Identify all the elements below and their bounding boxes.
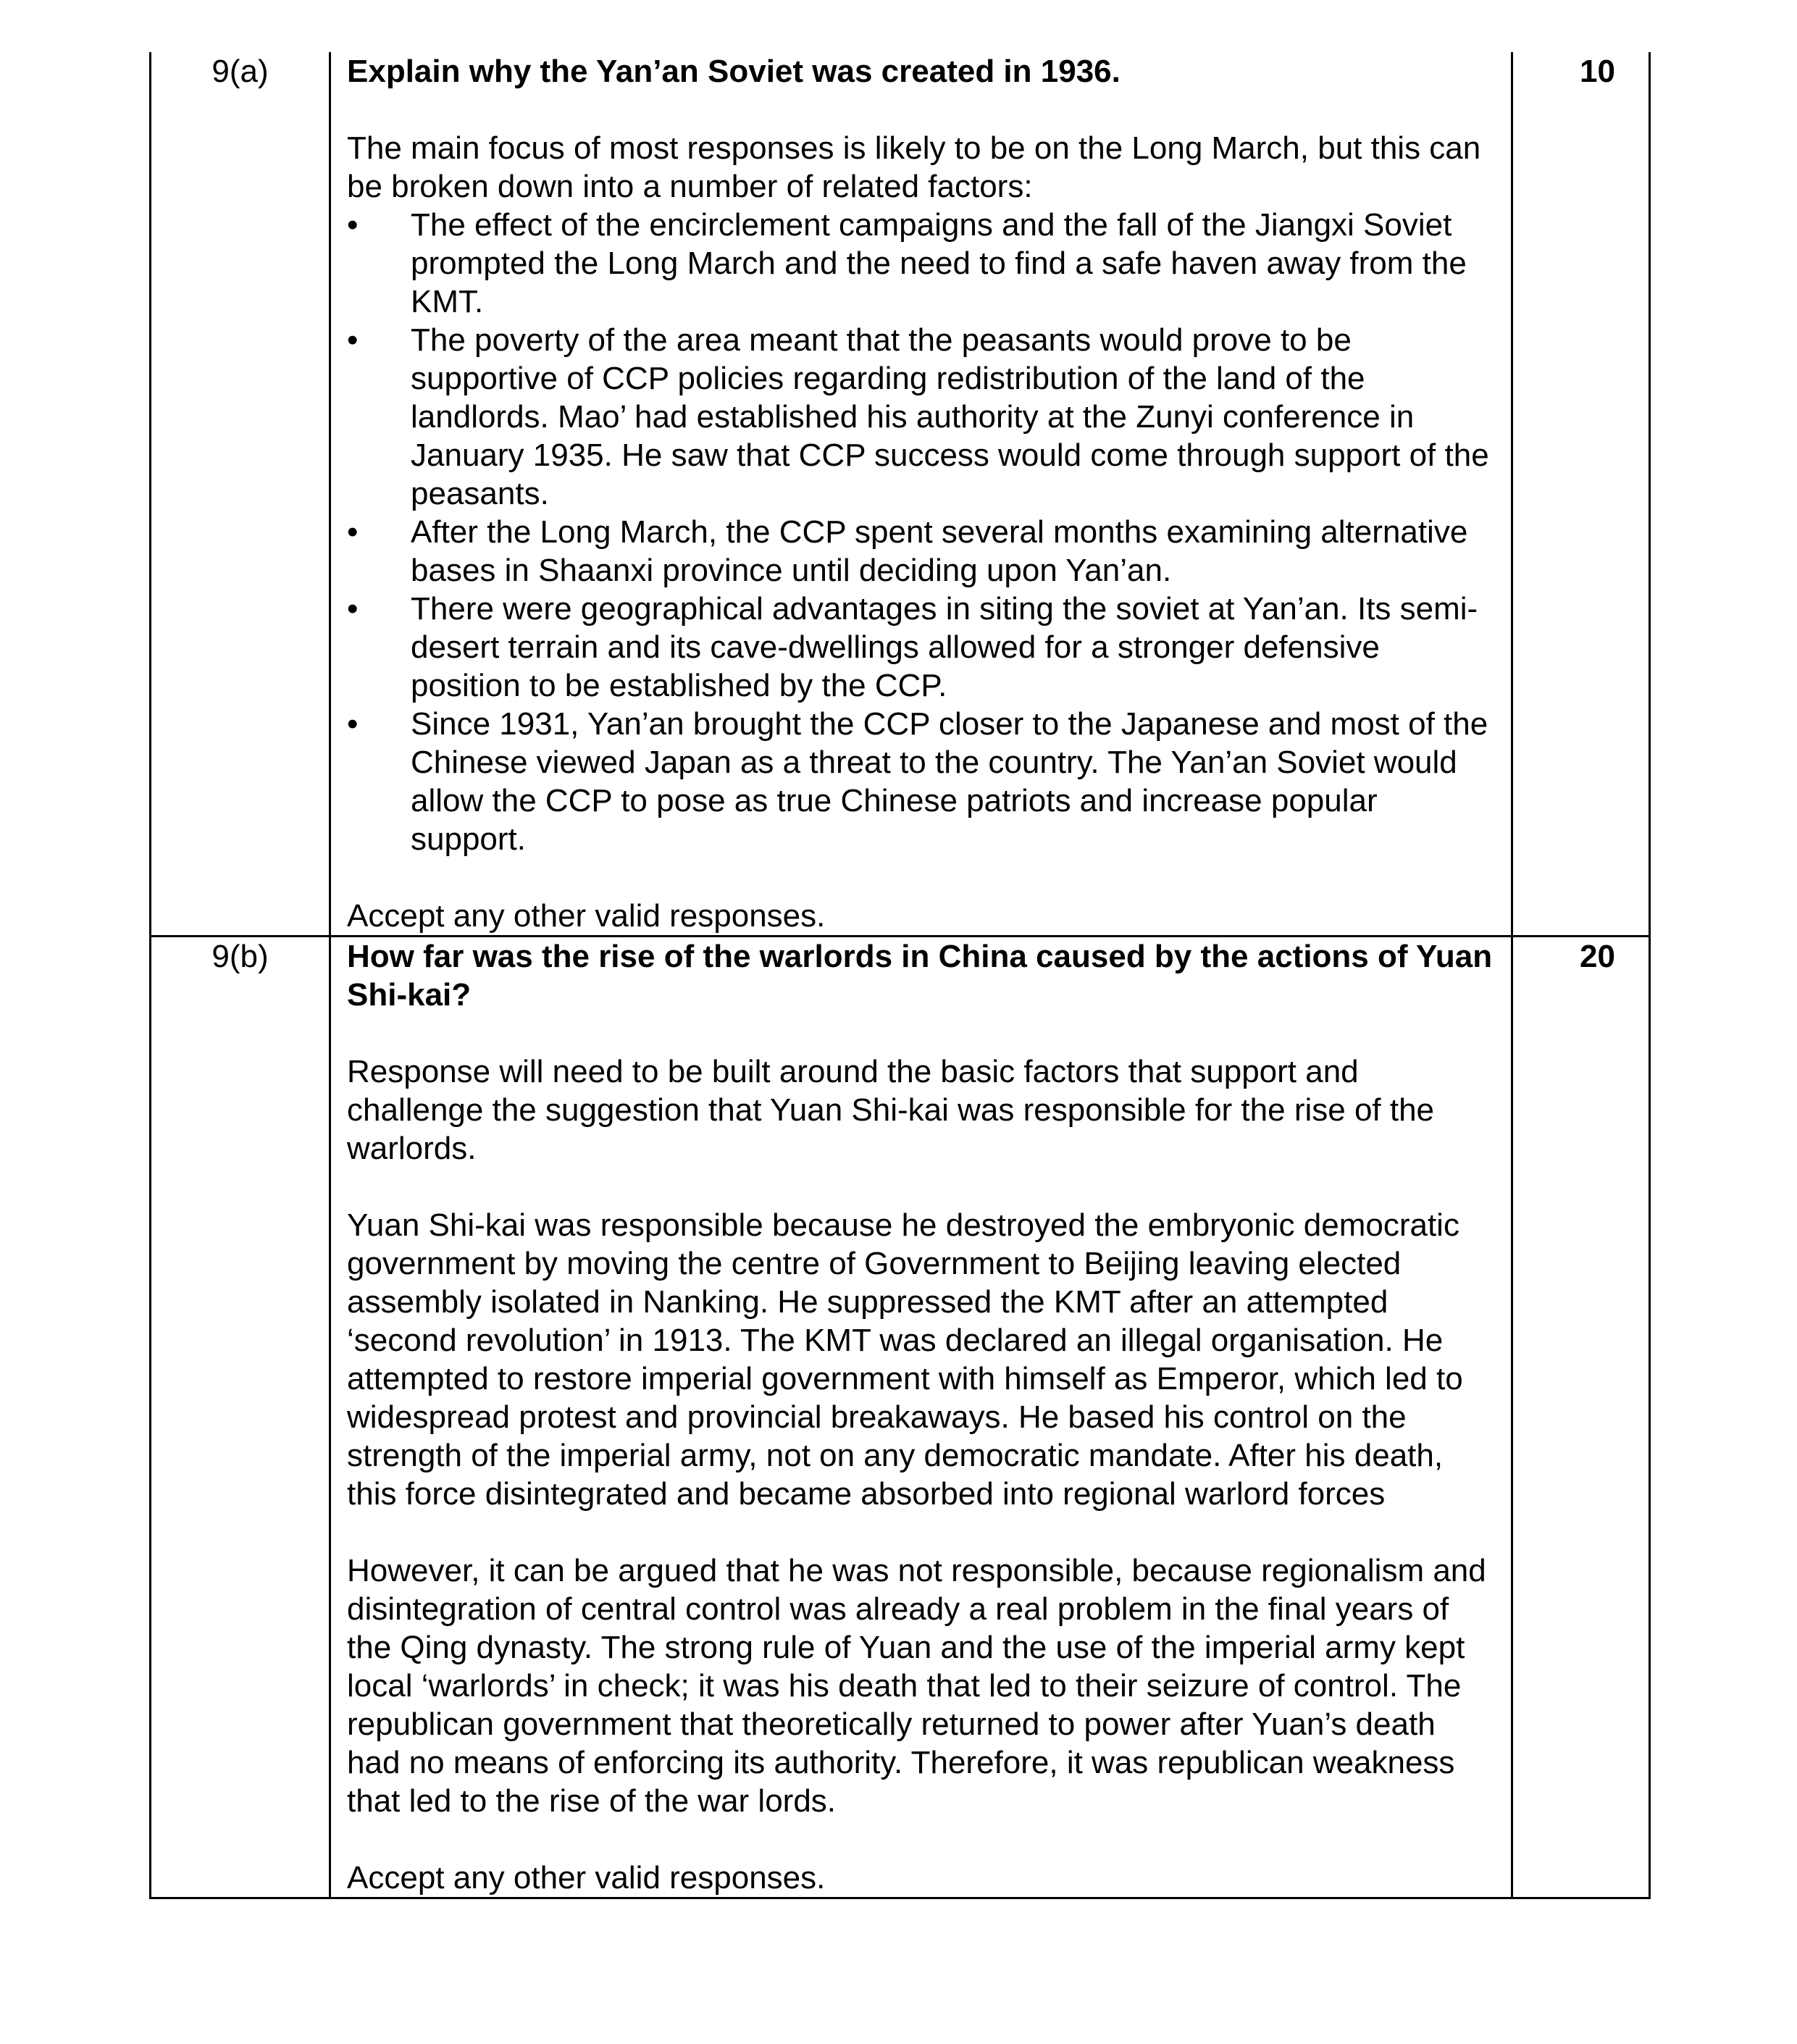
bullet-item: • There were geographical advantages in siting the soviet at Yan’an. Its semi-desert terrain and its cave-dwellings allowed for a stronger defensive position to be established by the CCP. bbox=[347, 590, 1496, 705]
answer-closing: Accept any other valid responses. bbox=[347, 1860, 826, 1896]
bullet-item: • Since 1931, Yan’an brought the CCP closer to the Japanese and most of the Chinese viewed Japan as a threat to the country. The Yan’an Soviet would allow the CCP to pose as true Chinese patriots and increase popular support. bbox=[347, 705, 1496, 858]
answer-cell bbox=[330, 52, 1512, 937]
answer-content bbox=[331, 52, 1511, 935]
bullet-item: • The poverty of the area meant that the peasants would prove to be supportive of CCP policies regarding redistribution of the land of the landlords. Mao’ had established his authority at the Zunyi conference in January 1935. He saw that CCP success would come through support of the peasants. bbox=[347, 321, 1496, 513]
marks-value: 20 bbox=[1580, 939, 1615, 974]
question-number: 9(a) bbox=[211, 54, 269, 89]
bullet-item: • After the Long March, the CCP spent several months examining alternative bases in Shaanxi province until deciding upon Yan’an. bbox=[347, 513, 1496, 590]
answer-bullet-list bbox=[347, 206, 1496, 858]
question-row-9b bbox=[151, 937, 1650, 1898]
marks-cell bbox=[1512, 937, 1650, 1898]
answer-closing: Accept any other valid responses. bbox=[347, 898, 826, 934]
question-number-cell bbox=[151, 52, 330, 937]
mark-scheme-table bbox=[149, 52, 1651, 1899]
answer-paragraph: However, it can be argued that he was not responsible, because regionalism and disintegration of central control was already a real problem in the final years of the Qing dynasty. The strong rule of Yuan and the use of the imperial army kept local ‘warlords’ in check; it was his death that led to their seizure of control. The republican government that theoretically returned to power after Yuan’s death had no means of enforcing its authority. Therefore, it was republican weakness that led to the rise of the war lords. bbox=[347, 1553, 1486, 1819]
marks-cell bbox=[1512, 52, 1650, 937]
question-number-cell bbox=[151, 937, 330, 1898]
question-title: How far was the rise of the warlords in China caused by the actions of Yuan Shi-kai? bbox=[347, 939, 1493, 1013]
marks-value: 10 bbox=[1580, 54, 1615, 89]
answer-paragraph: Response will need to be built around the basic factors that support and challenge the suggestion that Yuan Shi-kai was responsible for the rise of the warlords. bbox=[347, 1054, 1435, 1166]
answer-content bbox=[331, 937, 1511, 1897]
question-number: 9(b) bbox=[211, 939, 269, 974]
answer-paragraph: Yuan Shi-kai was responsible because he destroyed the embryonic democratic government by moving the centre of Government to Beijing leaving elected assembly isolated in Nanking. He suppressed the KMT after an attempted ‘second revolution’ in 1913. The KMT was declared an illegal organisation. He attempted to restore imperial government with himself as Emperor, which led to widespread protest and provincial breakaways. He based his control on the strength of the imperial army, not on any democratic mandate. After his death, this force disintegrated and became absorbed into regional warlord forces bbox=[347, 1207, 1463, 1512]
answer-cell bbox=[330, 937, 1512, 1898]
question-row-9a bbox=[151, 52, 1650, 937]
question-title: Explain why the Yan’an Soviet was created in 1936. bbox=[347, 54, 1120, 89]
bullet-item: • The effect of the encirclement campaigns and the fall of the Jiangxi Soviet prompted the Long March and the need to find a safe haven away from the KMT. bbox=[347, 206, 1496, 321]
answer-intro: The main focus of most responses is likely to be on the Long March, but this can be broken down into a number of related factors: bbox=[347, 130, 1481, 204]
